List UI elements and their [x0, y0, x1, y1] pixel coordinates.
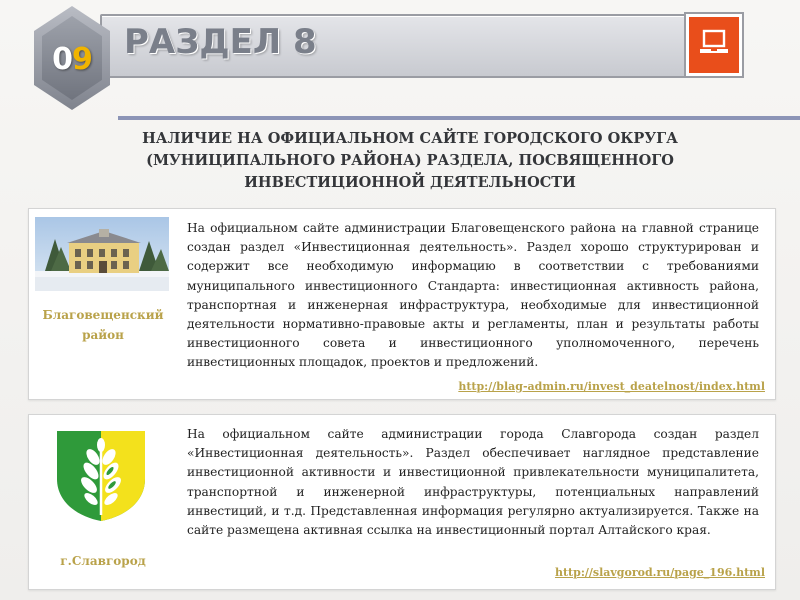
header-divider: [118, 116, 800, 120]
badge-number-suffix: 9: [72, 42, 92, 77]
card-image-column: [35, 217, 169, 291]
card-link[interactable]: http://blag-admin.ru/invest_deatelnost/index.html: [458, 380, 765, 393]
card-caption: г.Славгород: [60, 554, 146, 568]
card-caption: Благовещенский район: [42, 308, 164, 342]
card-description: На официальном сайте администрации Благовещенского района на главной странице создан раздел «Инвестиционная деятельность». Раздел хорошо структурирован и содержит все необходимую информацию в соответствии с требованиями муниципального инвестиционного Стандарта: инвестиционная активность района, транспортная и инженерная инфраструктура, необходимые для инвестиционной деятельности нормативно-правовые акты и регламенты, план и результаты работы инвестиционного совета и инвестиционного уполномоченного, перечень инвестиционных площадок, проектов и предложений.: [187, 221, 759, 370]
page-heading: НАЛИЧИЕ НА ОФИЦИАЛЬНОМ САЙТЕ ГОРОДСКОГО ОКРУГА (МУНИЦИПАЛЬНОГО РАЙОНА) РАЗДЕЛА, ПОСВЯЩЕННОГО ИНВЕСТИЦИОННОЙ ДЕЯТЕЛЬНОСТИ: [142, 130, 678, 191]
card-link[interactable]: http://slavgorod.ru/page_196.html: [554, 566, 765, 579]
card-description: На официальном сайте администрации города Славгорода создан раздел «Инвестиционная деятельность». Раздел обеспечивает наглядное представление инвестиционной активности и инвестиционной привлекательности муниципалитета, транспортной и инженерной инфраструктуры, потенциальных направлений инвестиций, и т.д. Представленная информация регулярно актуализируется. Также на сайте размещена активная ссылка на инвестиционный портал Алтайского края.: [187, 427, 759, 538]
info-card-slavgorod: [28, 414, 776, 590]
building-photo: [35, 217, 169, 291]
section-badge-number: [34, 42, 110, 77]
section-title: РАЗДЕЛ 8: [124, 22, 317, 62]
laptop-icon-button[interactable]: [686, 14, 742, 76]
badge-number-prefix: 0: [52, 42, 72, 77]
coat-of-arms-emblem: [53, 427, 149, 523]
info-card-blagoveshchensk: [28, 208, 776, 400]
card-image-column: [53, 427, 187, 528]
laptop-icon: [699, 29, 729, 57]
